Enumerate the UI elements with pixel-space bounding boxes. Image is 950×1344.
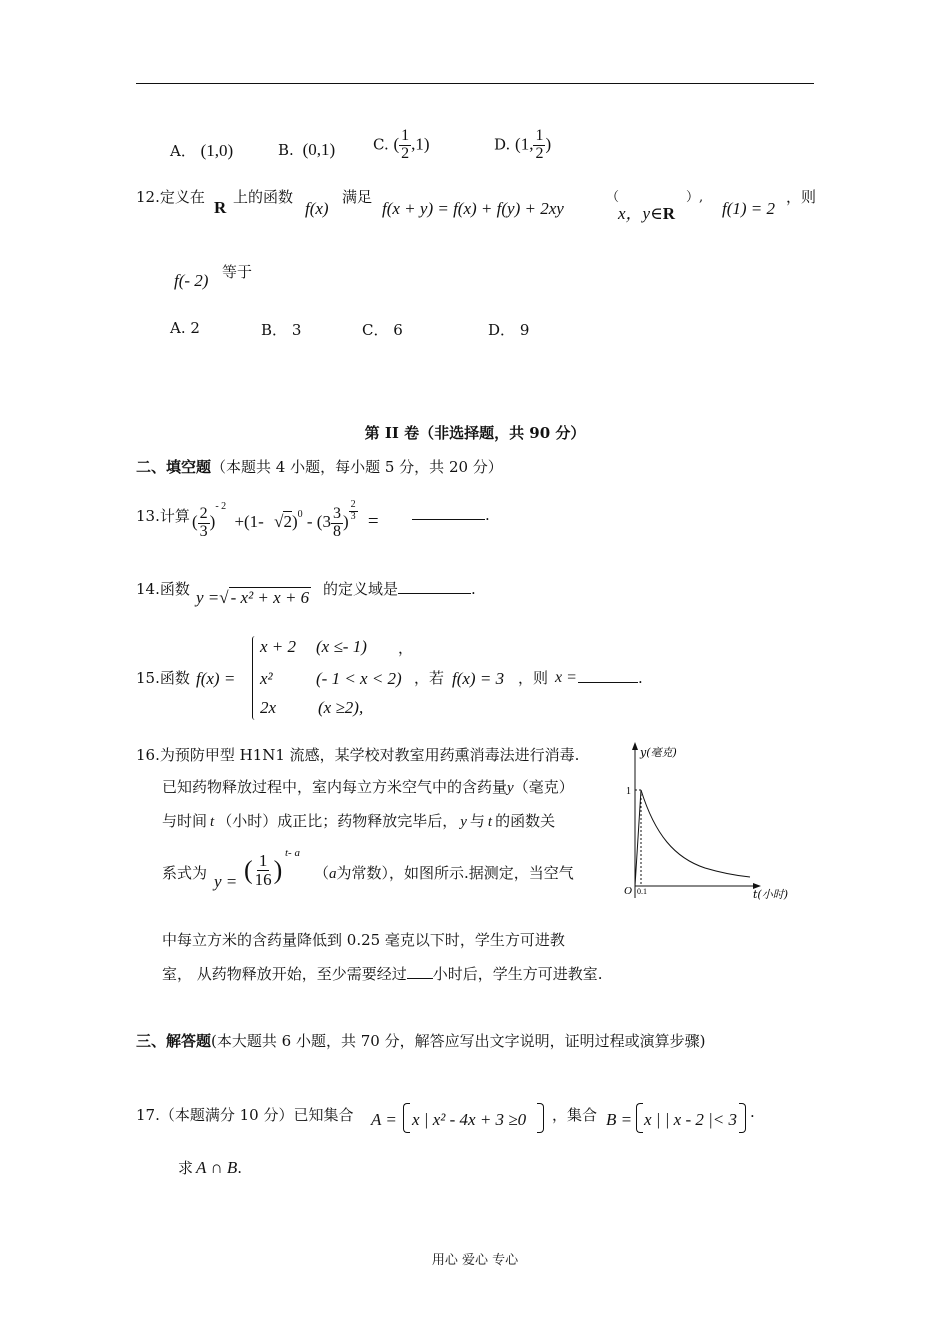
q12-cond-real: R (662, 204, 675, 223)
q17-ask-end: . (237, 1159, 243, 1177)
q12-option-a (170, 319, 200, 337)
q12-target-text: 等于 (222, 263, 253, 281)
q15-case2-cond: (- 1 < x < 2) (316, 669, 402, 688)
fraction-numerator: 3 (332, 504, 341, 522)
q12-option-a-label: A. (170, 319, 186, 337)
q11-option-c-fraction (399, 128, 411, 163)
q15-case2-expr: x² (260, 669, 273, 688)
q11-option-b-label: B. (278, 141, 294, 159)
q13-minus: - (3 (306, 512, 331, 531)
q12-function: f(x) (305, 199, 329, 218)
q15-answer (578, 669, 643, 687)
q11-option-a-label: A． (170, 142, 196, 160)
q13-exponent-1: - 2 (215, 501, 227, 512)
q17-set-b-brace-left (636, 1103, 643, 1133)
q16-var-t-2: t (487, 814, 493, 830)
q16-answer-blank[interactable] (407, 966, 433, 979)
q12-text-2: 上的函数 (233, 188, 294, 206)
q16-var-t: t (210, 814, 215, 830)
section3-title: 三、解答题 (136, 1032, 212, 1050)
q11-option-d (494, 128, 551, 163)
fraction-numerator: 1 (401, 127, 410, 144)
q17-ask-expr: A ∩ B (196, 1158, 238, 1177)
q12-option-d-value: 9 (519, 321, 530, 339)
q12-given: f(1) = 2 (722, 199, 776, 218)
q16-var-a: a (329, 866, 337, 882)
q12-option-d (488, 319, 529, 340)
q17-set-a-brace-right (537, 1103, 544, 1133)
q15-then: ，则 (518, 669, 549, 687)
q16-line2 (162, 776, 574, 797)
q14-y: y = (196, 588, 220, 607)
q16-line4-text: 系式为 (162, 864, 208, 882)
q17-label: 17.（本题满分 10 分）已知集合 (136, 1106, 354, 1124)
q17-set-a: A = (371, 1110, 397, 1129)
q14-answer-blank[interactable] (398, 581, 471, 594)
fraction-denominator: 16 (254, 869, 272, 889)
graph-x-tick: 0.1 (637, 887, 647, 896)
section3-heading (136, 1030, 705, 1051)
q16-line6 (162, 963, 603, 984)
q16-line6-text: 室， 从药物释放开始，至少需要经过 (162, 965, 407, 983)
q16-formula: ( $\frac{1}{16}$ ) (244, 851, 283, 889)
graph-origin: O (624, 885, 632, 897)
q17-set-a-body: x | x² - 4x + 3 ≥0 (412, 1110, 527, 1129)
q12-number: 12. (136, 188, 160, 206)
page-footer: 用心 爱心 专心 (431, 1253, 519, 1268)
q15-label: 15.函数 (136, 669, 190, 687)
q16-line3-text-2: （小时）成正比；药物释放完毕后， (217, 812, 458, 830)
q12-cond-open: （ (606, 190, 620, 205)
q13-mid: +(1- (234, 512, 264, 531)
q16-line3-text: 与时间 (162, 812, 208, 830)
q12-cond-vars: x，y∈ (618, 204, 663, 223)
q16-line3 (162, 810, 555, 831)
q15-case1-cond: (x ≤- 1) (316, 637, 367, 656)
q13-end: . (485, 506, 490, 524)
q16-line2-text: 已知药物释放过程中，室内每立方米空气中的含药量 (162, 778, 508, 796)
q13-mid2: ) (291, 512, 298, 531)
graph-rising-segment (635, 790, 641, 886)
fraction-numerator: 2 (350, 499, 356, 510)
q14-domain-text: 的定义域是 (323, 580, 399, 598)
q12-option-c-value: 6 (393, 321, 403, 339)
q16-line5: 中每立方米的含药量降低到 0.25 毫克以下时，学生方可进教 (162, 931, 565, 949)
q12-option-b-value: 3 (291, 321, 302, 339)
q14-expression: y =√ - x² + x + 6 (196, 588, 310, 607)
fraction-numerator: 1 (535, 127, 544, 144)
q12-target: f(- 2) (174, 271, 209, 290)
q14-end: . (471, 580, 476, 598)
q15-condition: f(x) = 3 (452, 669, 505, 688)
q13-exponent-fraction (349, 500, 358, 522)
q15-case3-cond: (x ≥2), (318, 698, 364, 717)
q11-option-d-fraction (533, 128, 545, 163)
q16-line6-text-2: 小时后，学生方可进教室. (432, 965, 603, 983)
q12-then: ，则 (786, 188, 817, 206)
q15-function: f(x) = (196, 669, 236, 688)
graph-y-tick: 1 (626, 786, 631, 797)
header-rule (136, 83, 814, 84)
q16-line3-text-4: 的函数关 (495, 812, 556, 830)
q13-answer (412, 506, 490, 524)
q15-end: . (638, 669, 643, 687)
q12-text: 定义在 (159, 188, 205, 206)
q15-x: x = (555, 669, 577, 686)
q12-real-set: R (214, 198, 227, 217)
q16-var-y: y (507, 780, 514, 796)
q15-brace (252, 636, 259, 720)
q13-label: 13.计算 (136, 507, 190, 525)
q13-close: ) (342, 512, 349, 531)
q17-set-b: B = (606, 1110, 633, 1129)
q17-set-a-brace-left (403, 1103, 410, 1133)
q17-ask (178, 1157, 242, 1178)
part2-title: 第 II 卷（非选择题，共 90 分） (364, 424, 586, 442)
q16-line4-tail (314, 862, 574, 883)
q13-equals: = (367, 511, 379, 532)
q13-expression: ( $\frac{2}{3}$ )$^{- 2}$ +(1- √2)$^0$ - (3 $\frac{3}{8}$ ) $\frac{2}{3}$ = (192, 499, 379, 540)
section3-note: (本大题共 6 小题，共 70 分，解答应写出文字说明，证明过程或演算步骤) (211, 1032, 706, 1050)
q12-stem (136, 186, 205, 207)
q11-option-c-close: ,1) (411, 134, 430, 154)
q13-answer-blank[interactable] (412, 506, 485, 520)
section2-heading (136, 456, 503, 477)
q14-text (323, 578, 476, 599)
q12-condition-body (618, 199, 675, 224)
fraction-denominator: 2 (535, 144, 544, 162)
q11-option-c-open: ( (393, 134, 400, 154)
fraction-denominator: 2 (401, 144, 410, 162)
q16-graph (615, 740, 800, 910)
q12-option-c (362, 319, 403, 340)
q16-line4-open: （ (314, 864, 330, 882)
q13-sqrt: √2 (274, 512, 292, 531)
q11-option-d-close: ) (545, 134, 552, 154)
section2-note: （本题共 4 小题，每小题 5 分，共 20 分） (211, 458, 503, 476)
q15-case3-expr: 2x (260, 698, 277, 717)
q13-fraction-2 (331, 506, 343, 541)
q12-text-3: 满足 (342, 188, 373, 206)
q11-option-d-open: (1, (515, 134, 534, 154)
graph-y-arrow (632, 742, 638, 750)
q14-label: 14.函数 (136, 580, 190, 598)
q12-equation: f(x + y) = f(x) + f(y) + 2xy (382, 199, 564, 218)
q11-option-a-value: (1,0) (200, 141, 234, 160)
q12-cond-close: ）, (686, 190, 704, 205)
q17-dot: · (750, 1107, 755, 1125)
q11-option-a (170, 140, 233, 161)
q17-set-b-brace-right (739, 1103, 746, 1133)
q12-option-c-label: C． (362, 321, 389, 339)
q11-option-d-label: D. (494, 135, 511, 154)
q13-fraction-1 (198, 506, 210, 541)
fraction-numerator: 1 (258, 851, 268, 870)
fraction-denominator: 8 (332, 522, 341, 540)
fraction-denominator: 3 (350, 510, 356, 522)
q14-radicand: - x² + x + 6 (230, 588, 310, 607)
q13-sqrt-radicand: 2 (283, 512, 292, 531)
fraction-denominator: 3 (199, 522, 208, 540)
q16-line4-text-2: 为常数），如图所示.据测定，当空气 (336, 864, 574, 882)
q16-formula-exponent: t- a (285, 847, 300, 859)
q16-var-y-2: y (460, 814, 467, 830)
q16-line1: 16.为预防甲型 H1N1 流感，某学校对教室用药熏消毒法进行消毒. (136, 746, 580, 764)
q15-case1-tail: ， (398, 639, 414, 657)
q11-option-b-value: (0,1) (302, 140, 336, 159)
q16-formula-fraction (253, 852, 274, 889)
graph-y-label: y(毫克) (640, 746, 677, 759)
q12-option-a-value: 2 (190, 319, 200, 337)
q11-option-b (278, 140, 335, 160)
q16-line2-unit: （毫克） (513, 778, 574, 796)
q15-answer-blank[interactable] (578, 670, 638, 683)
q16-formula-y: y = (214, 872, 238, 891)
q12-option-b (261, 319, 301, 340)
q17-set-b-body: x | | x - 2 |< 3 (644, 1110, 737, 1129)
q15-if: ，若 (414, 669, 445, 687)
section2-title: 二、填空题 (136, 458, 212, 476)
graph-decay-curve (641, 790, 750, 877)
q11-option-c (373, 128, 430, 163)
q11-option-c-label: C. (373, 135, 389, 154)
q15-case1-expr: x + 2 (260, 637, 297, 656)
q17-ask-text: 求 (178, 1159, 194, 1177)
q13-exponent-0: 0 (297, 509, 303, 520)
q12-option-d-label: D． (488, 321, 516, 339)
q12-option-b-label: B． (261, 321, 288, 339)
fraction-numerator: 2 (199, 504, 208, 522)
graph-x-label: t(小时) (753, 888, 789, 901)
q16-line3-text-3: 与 (469, 812, 485, 830)
q17-sep: ，集合 (552, 1106, 598, 1124)
